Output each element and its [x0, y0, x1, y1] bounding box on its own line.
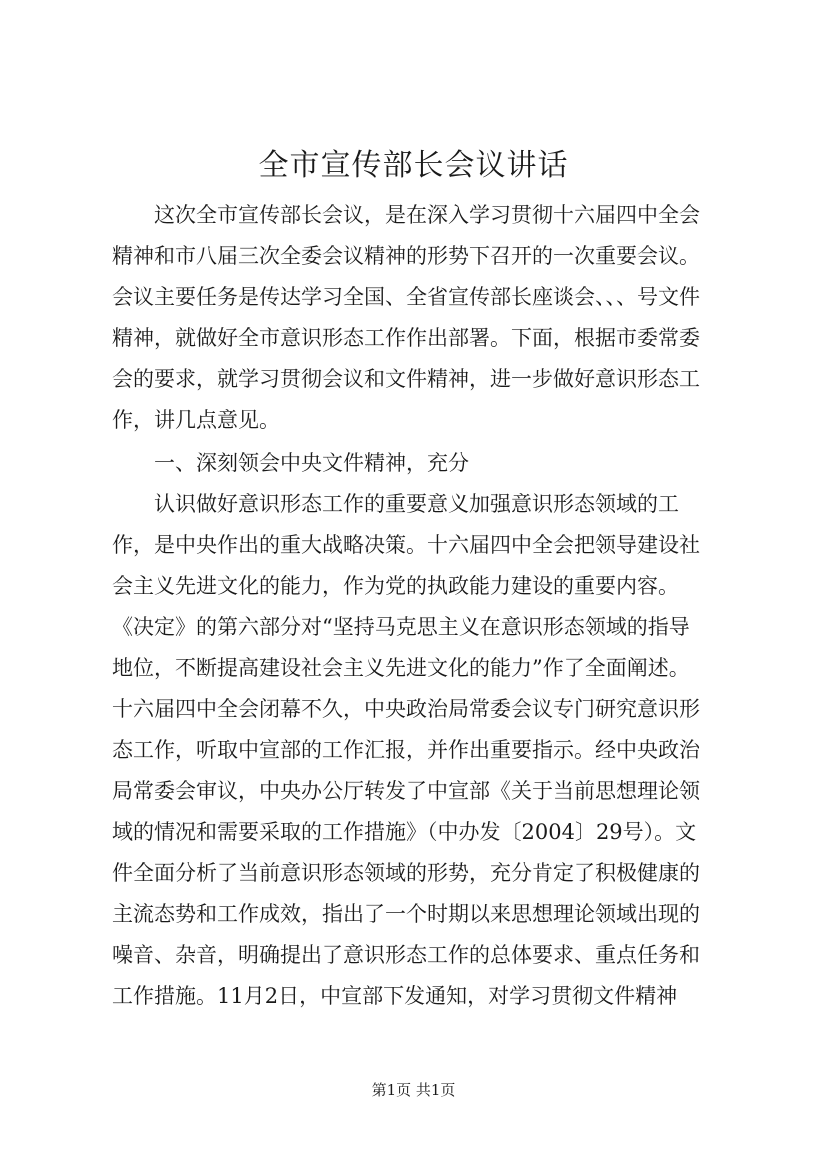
- document-title: 全市宣传部长会议讲话: [258, 148, 569, 183]
- paragraph-line: 会的要求，就学习贯彻会议和文件精神，进一步做好意识形态工: [112, 367, 700, 391]
- paragraph-line: 工作措施。11月2日，中宣部下发通知，对学习贯彻文件精神: [112, 984, 678, 1008]
- paragraph-line: 会主义先进文化的能力，作为党的执政能力建设的重要内容。: [112, 574, 679, 598]
- paragraph-line: 域的情况和需要采取的工作措施》（中办发〔2004〕29号）。文: [112, 820, 697, 844]
- paragraph-line: 这次全市宣传部长会议，是在深入学习贯彻十六届四中全会: [154, 203, 700, 227]
- paragraph-line: 作，讲几点意见。: [112, 408, 280, 432]
- paragraph-line: 十六届四中全会闭幕不久，中央政治局常委会议专门研究意识形: [112, 697, 700, 721]
- paragraph-line: 局常委会审议，中央办公厅转发了中宣部《关于当前思想理论领: [112, 779, 700, 803]
- page-number-footer: 第1页 共1页: [371, 1081, 456, 1099]
- paragraph-line: 会议主要任务是传达学习全国、全省宣传部长座谈会、、、号文件: [112, 285, 700, 309]
- paragraph-line: 件全面分析了当前意识形态领域的形势，充分肯定了积极健康的: [112, 861, 700, 885]
- paragraph-line: 精神，就做好全市意识形态工作作出部署。下面，根据市委常委: [112, 326, 700, 350]
- paragraph-line: 《决定》的第六部分对“坚持马克思主义在意识形态领域的指导: [112, 615, 690, 639]
- paragraph-line: 主流态势和工作成效，指出了一个时期以来思想理论领域出现的: [112, 902, 700, 926]
- section-heading: 一、深刻领会中央文件精神，充分: [154, 451, 469, 475]
- paragraph-line: 认识做好意识形态工作的重要意义加强意识形态领域的工: [154, 492, 679, 516]
- paragraph-line: 精神和市八届三次全委会议精神的形势下召开的一次重要会议。: [112, 244, 700, 268]
- paragraph-line: 地位，不断提高建设社会主义先进文化的能力”作了全面阐述。: [112, 656, 690, 680]
- paragraph-line: 噪音、杂音，明确提出了意识形态工作的总体要求、重点任务和: [112, 943, 700, 967]
- paragraph-line: 态工作，听取中宣部的工作汇报，并作出重要指示。经中央政治: [112, 738, 700, 762]
- paragraph-line: 作，是中央作出的重大战略决策。十六届四中全会把领导建设社: [112, 533, 700, 557]
